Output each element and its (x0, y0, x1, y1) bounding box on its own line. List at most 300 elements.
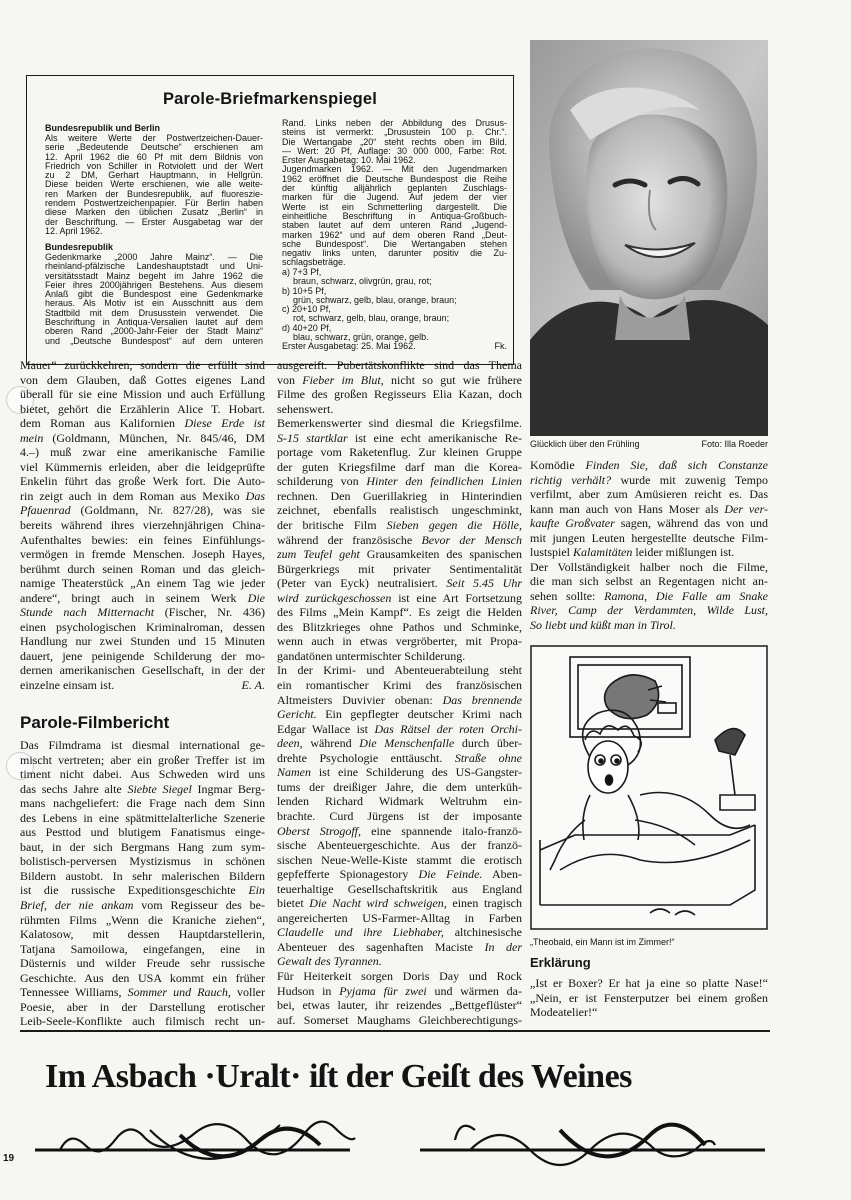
italic-title: Das Rätsel der roten Orchi- (374, 721, 522, 736)
text-line (20, 358, 265, 373)
text-line (277, 809, 522, 824)
text-line (530, 502, 768, 517)
italic-title: Ein (248, 883, 265, 898)
italic-title: River, Camp der Verdammten, Wilde Lust, (530, 603, 768, 618)
joke-heading: Erklärung (530, 955, 591, 970)
italic-title: wird zurückgeschossen (277, 590, 392, 605)
text-segment: Für Heiterkeit sorgen Doris Day und Rock (277, 968, 522, 983)
text-segment: ist die russische Expeditionsgeschichte (20, 883, 249, 898)
text-segment: zu 2 DM, Gerhart Hauptmann, in Hellgrün. (45, 170, 263, 181)
text-segment: Mauer“ zurückkehren, sondern die erfüllt sind (20, 358, 265, 372)
text-segment: lustspiel (530, 545, 574, 560)
italic-title: Die Feinde. (418, 867, 483, 882)
text-segment: der britische Film (277, 518, 387, 533)
text-line (277, 562, 522, 577)
text-line (530, 1005, 768, 1020)
italic-title: Pfauenrad (20, 503, 71, 518)
text-line (277, 911, 522, 926)
stamp-column-title: Parole-Briefmarkenspiegel (162, 90, 378, 108)
text-segment: Jugendmarken 1962. — Mit den Jugendmarken (282, 164, 507, 175)
text-line (20, 591, 265, 606)
italic-title: Kalamitäten (573, 545, 633, 560)
italic-title: Oberst Strogoff, (277, 823, 362, 838)
text-line (277, 431, 522, 446)
text-segment: Edgar Wallace ist (277, 721, 375, 736)
text-segment: Tatjana Samoilowa, eingefangen, eine in (20, 941, 265, 956)
text-line (20, 576, 265, 591)
text-segment: mit jungen Leuten hergestellte deutsche Film- (530, 530, 768, 545)
text-segment: kann man auch von Hans Moser als (530, 501, 725, 516)
text-line (277, 373, 522, 388)
stamp-value-item: a) 7+3 Pf, braun, schwarz, olivgrün, grau, rot; (282, 267, 432, 287)
text-line (530, 618, 768, 633)
text-line (277, 474, 522, 489)
text-line (20, 825, 265, 840)
text-line (20, 387, 265, 402)
text-line (20, 649, 265, 664)
text-line (20, 913, 265, 928)
italic-title: Namen (277, 765, 311, 780)
stamp-value-list (282, 268, 507, 352)
text-line (277, 722, 522, 737)
italic-title: Stunde nach Mitternacht (20, 605, 155, 620)
text-line (530, 589, 768, 604)
text-segment: von dem Glauben, daß Gottes eigenes Land (20, 372, 265, 387)
text-line (20, 373, 265, 388)
text-segment: einheitliche Beschriftung in Antiqua-Großbuch- (282, 210, 507, 221)
text-segment: dauert, jene peinigende Schilderung der mo- (20, 648, 265, 663)
text-line (20, 956, 265, 971)
photo-credit: Foto: Illa Roeder (701, 439, 768, 449)
text-line (277, 576, 522, 591)
text-segment: schilderung von (277, 474, 367, 489)
text-segment: versitätsstadt Mainz begeht im Jahre 1962 die (45, 270, 263, 281)
text-segment: Erster Ausgabetag: 10. Mai 1962. (282, 155, 416, 166)
text-line (277, 882, 522, 897)
text-line (277, 460, 522, 475)
italic-title: S-15 startklar (277, 430, 348, 445)
text-line (20, 854, 265, 869)
text-segment: Ingmar Berg- (191, 781, 266, 796)
italic-title: Straße ohne (454, 750, 523, 765)
text-line (277, 518, 522, 533)
text-line (277, 358, 522, 373)
text-segment: sehenswert. (277, 401, 334, 416)
text-segment: 12. April 1962. (45, 225, 103, 236)
text-segment: sehen sollte: (530, 588, 605, 603)
text-segment: Handlung nur zwei Stunden und 15 Minuten (20, 634, 265, 649)
text-line (277, 780, 522, 795)
text-segment: der guten Kriegsfilme darf man die Korea- (277, 459, 522, 474)
text-segment: nicht so gut wie frühere (383, 372, 523, 387)
text-line (20, 431, 265, 446)
text-segment: (Goldmann, Nr. 827/28), was sie (70, 503, 265, 518)
text-segment: Der Vollständigkeit halber noch die Filme, (530, 559, 768, 574)
text-segment: lenden Richard Widmark Weltruhm ein- (277, 794, 522, 809)
text-line (20, 634, 265, 649)
text-line (277, 969, 522, 984)
italic-title: Sieben gegen die Hölle, (386, 518, 522, 533)
text-segment: Leib-Seele-Konflikte auch filmisch recht un- (20, 1014, 265, 1029)
italic-title: Bevor der Mensch (421, 532, 523, 547)
text-segment: der künftig alljährlich geplanten Zuschlags- (282, 183, 507, 194)
text-segment: ist eine Schilderung des US-Gangster- (311, 765, 522, 780)
text-line (20, 1000, 265, 1015)
text-segment: Enkelin führt das große Werk fort. Die Auto- (20, 474, 265, 489)
flourish-ornament (0, 1100, 800, 1180)
text-line (530, 531, 768, 546)
text-line (277, 605, 522, 620)
page-number: 19 (3, 1153, 15, 1164)
stamp-section-heading: Bundesrepublik (45, 242, 114, 252)
text-segment: des Lebens in eine spätmittelalterliche Szenerie (20, 810, 265, 825)
text-segment: und wärmen da- (426, 983, 522, 998)
text-segment: die man sich selbst an Regentagen nicht an- (530, 574, 768, 589)
text-segment: serie „Bedeutende Deutsche“ erschienen am (45, 142, 263, 153)
text-line (20, 898, 265, 913)
text-segment: diese Marken den üblichen Zusatz „Berlin“ in (45, 207, 263, 218)
text-line (530, 458, 768, 473)
text-line (277, 533, 522, 548)
text-segment: aus Pesttod und blutigem Fanatismus einge- (20, 825, 265, 840)
text-line (530, 991, 768, 1006)
text-line (277, 824, 522, 839)
text-line (277, 547, 522, 562)
text-line (277, 591, 522, 606)
cartoon-caption: „Theobald, ein Mann ist im Zimmer!“ (530, 937, 675, 947)
text-line (530, 603, 768, 618)
text-segment: Düsternis und wilder Freude sehr russische (20, 956, 265, 971)
text-line (530, 473, 768, 488)
joke-text (530, 976, 768, 1020)
text-segment: portage vom Raketenflug. Zur kleinen Gruppe (277, 445, 522, 460)
italic-title: Finden Sie, daß sich Constanze (585, 458, 768, 472)
text-line (530, 560, 768, 575)
text-segment: rin zeigt auch in dem Roman aus Mexiko (20, 488, 246, 503)
italic-title: mein (20, 430, 44, 445)
text-line (20, 547, 265, 562)
text-segment: drehte Psychologie enttäuscht. (277, 750, 455, 765)
text-line (20, 753, 265, 768)
text-segment: viel Kümmernis erleiden, aber die leidgeprüfte (20, 459, 265, 474)
text-line (277, 925, 522, 940)
text-segment: namige Theaterstück „An einem Tag wie jeder (20, 576, 265, 591)
text-segment: ist eine Art Fortsetzung (391, 590, 522, 605)
text-segment: wenn auch in etwas vergröberter, mit Propa- (277, 634, 522, 649)
text-segment: mischt vertreten; aber ein großer Treffer ist im (20, 752, 265, 767)
text-segment: Altmeisters Duvivier obenan: (277, 692, 443, 707)
text-line (20, 562, 265, 577)
italic-title: zum Teufel geht (277, 547, 360, 562)
text-segment: Aufenthaltes bewies: ein feines Einfühlungs- (20, 532, 265, 547)
text-line (277, 503, 522, 518)
text-segment: steins ist vermerkt: „Drusustein 100 p. Chr.“. (282, 127, 507, 138)
author-signature: Fk. (494, 341, 507, 352)
italic-title: In der (484, 939, 522, 954)
text-segment: Bürgerkriegs mit privater Sentimentalität (277, 561, 522, 576)
text-segment: Feier ihres 2000jährigen Bestehens. Aus diesem (45, 279, 263, 290)
text-line (277, 387, 522, 402)
italic-title: Gewalt des Tyrannen. (277, 954, 382, 969)
text-segment: (Fischer, Nr. 436) (154, 605, 265, 620)
text-segment: bei, etwas lauter, ihr reizendes „Bettgeflüster“ (277, 998, 522, 1013)
text-segment: und „Deutsche Bundespost“ auf dem unteren (45, 335, 263, 346)
italic-title: Sommer und Rauch, (127, 985, 231, 1000)
text-segment: berühmt durch seinen Roman und das gleich- (20, 561, 265, 576)
text-segment: einen tragisch (446, 896, 522, 911)
text-segment: heraus. Als Motiv ist ein Ausschnitt aus dem (45, 298, 263, 309)
text-segment: voller (230, 985, 265, 1000)
italic-title: So liebt und küßt man in Tirol. (530, 618, 676, 633)
text-line (277, 663, 522, 678)
text-line (20, 869, 265, 884)
text-line (20, 767, 265, 782)
text-line (20, 663, 265, 678)
italic-title: Das (245, 488, 265, 503)
text-line (277, 794, 522, 809)
text-line (277, 867, 522, 882)
text-segment: Geschichte. Aus den USA kommt ein früher (20, 970, 265, 985)
section-divider (20, 1030, 770, 1032)
italic-title: Siebte Siegel (127, 781, 192, 796)
text-segment: — Wert: 20 Pf, Auflage: 30 000 000, Farbe: Rot. (282, 145, 507, 156)
text-segment: marken für die Jugend. Auf jedem der vier (282, 192, 507, 203)
text-segment: Modeatelier!“ (530, 1005, 598, 1020)
text-segment: eine spannende italo-franzö- (361, 823, 522, 838)
italic-title: deen, (277, 736, 303, 751)
text-segment: Bemerkenswerter sind diesmal die Kriegsfilme. (277, 416, 522, 431)
text-segment: bietet (277, 896, 310, 911)
text-segment: Kalatosow, mit dessen Hauptdarstellerin, (20, 927, 265, 942)
text-line (20, 796, 265, 811)
italic-title: Ramona, Die Falle am Snake (604, 588, 769, 603)
text-segment: rühmten Films „Wenn die Kraniche ziehen“, (20, 912, 265, 927)
text-segment: „Nein, er ist Fensterputzer bei einem großen (530, 990, 768, 1005)
text-line (530, 574, 768, 589)
cartoon-illustration (530, 645, 768, 930)
text-segment: während (302, 736, 360, 751)
text-segment: leider mißlungen ist. (632, 545, 735, 560)
text-segment: brachte. Curd Jürgens ist der imposante (277, 808, 522, 823)
text-segment: vermögen in fremde Menschen. Joseph Hayes, (20, 547, 265, 562)
text-line (20, 840, 265, 855)
text-segment: Rand. Links neben der Abbildung des Drusus- (282, 118, 507, 128)
text-segment: Tennessee Williams, (20, 985, 128, 1000)
stamp-section-text (282, 119, 507, 268)
text-line (20, 620, 265, 635)
text-segment: timent nicht dabei. Aus Schweden wird uns (20, 767, 265, 782)
text-line (277, 736, 522, 751)
text-segment: rheinland-pfälzische Landeshauptstadt und Uni- (45, 261, 263, 272)
text-line (277, 838, 522, 853)
text-line (20, 985, 265, 1000)
text-segment: bolistisch-perversen Mystizismus in schönen (20, 854, 265, 869)
text-segment: bereits während ihres vierzehnjährigen China- (20, 518, 265, 533)
stamp-value-item: d) 40+20 Pf, blau, schwarz, grün, orange, gelb. (282, 322, 429, 343)
text-segment: baut, in der sich Bergmans Hang zum sym- (20, 839, 265, 854)
text-segment: (Goldmann, München, Nr. 845/46, DM (43, 430, 265, 445)
text-segment: Ein gepflegter deutscher Krimi nach (316, 707, 522, 722)
text-segment: Abenteuer des sagenhaften Maciste (277, 939, 485, 954)
text-segment: 12. April 1962 die 60 Pf mit dem Bildnis von (45, 151, 263, 162)
film-report-text (530, 458, 768, 633)
text-segment: Als weitere Werte der Postwertzeichen-Dauer- (45, 133, 263, 143)
text-line (20, 503, 265, 518)
text-segment: Diese beiden Werte erschienen, wie alle weite- (45, 179, 263, 190)
text-line (277, 853, 522, 868)
text-line (20, 402, 265, 417)
text-line (20, 883, 265, 898)
stamp-value-item: c) 20+10 Pf, rot, schwarz, gelb, blau, orange, braun; (282, 304, 450, 324)
italic-title: Pyjama für zwei (339, 983, 427, 998)
text-line (530, 976, 768, 991)
text-segment: rechnen. Den Guerillakrieg in Hinterindien (277, 488, 522, 503)
film-report-text (277, 358, 522, 1027)
stamp-closing-line: Erster Ausgabetag: 25. Mai 1962. Fk. (282, 341, 507, 352)
text-line (277, 751, 522, 766)
text-line (20, 460, 265, 475)
text-segment: „Ist er Boxer? Er hat ja eine so platte Nase!“ (530, 976, 768, 990)
author-signature: E. A. (241, 678, 265, 692)
text-line (530, 516, 768, 531)
text-segment: Bildern austobt. In sehr malerischen Bildern (20, 868, 265, 883)
stamp-value-item: b) 10+5 Pf, grün, schwarz, gelb, blau, orange, braun; (282, 285, 457, 305)
text-segment: dernen amerikanischen Gesellschaft, in der der (20, 663, 265, 678)
advertisement-slogan: Im Asbach ·Uralt· iſt der Geiſt des Weines (45, 1058, 632, 1095)
text-segment: staben lautet auf dem unteren Rand „Jugend- (282, 220, 507, 231)
text-segment: andere“, bringt auch in seinem Werk (20, 590, 248, 605)
text-line (277, 649, 522, 664)
text-line (20, 445, 265, 460)
text-segment: mans nachgeliefert: die Frage nach dem Sinn (20, 796, 265, 811)
text-line (20, 605, 265, 620)
text-line (20, 811, 265, 826)
text-line (277, 402, 522, 417)
text-line (20, 533, 265, 548)
stamp-section-text (45, 253, 263, 346)
text-line (277, 678, 522, 693)
text-line (277, 707, 522, 722)
text-segment: während der französische (277, 532, 422, 547)
text-segment: angereicherten US-Farmer-Alltag in Farben (277, 910, 522, 925)
text-segment: ein romantischer Krimi des französischen (277, 678, 522, 693)
text-line (277, 634, 522, 649)
text-segment: marken 1962“ und auf dem oberen Rand „Deut- (282, 229, 507, 240)
stamp-section-text (45, 134, 263, 236)
text-segment: ren Marken der Bundesrepublik, auf fluoreszie- (45, 188, 263, 199)
text-segment: von (277, 372, 303, 387)
text-line (20, 782, 265, 797)
stamp-section-heading: Bundesrepublik und Berlin (45, 123, 161, 133)
text-line (277, 489, 522, 504)
text-segment: Die Wertangabe „20“ steht rechts oben im Bild. (282, 136, 507, 147)
italic-title: Die Menschenfalle (359, 736, 455, 751)
text-line (277, 693, 522, 708)
text-segment: durch über- (454, 736, 522, 751)
text-line (20, 738, 265, 753)
film-report-text (20, 738, 265, 1029)
text-segment: ausgereift. Pubertätskonflikte sind das Thema (277, 358, 522, 372)
text-line (277, 896, 522, 911)
text-line (530, 487, 768, 502)
text-segment: einen psychologischen Kriminalroman, dessen (20, 619, 265, 634)
text-segment: des Blitzkrieges ohne Pathos und Schminke, (277, 619, 522, 634)
text-line (277, 1013, 522, 1028)
text-segment: Beschriftung in Antiqua-Versalien lautet auf dem (45, 317, 263, 328)
text-line (277, 954, 522, 969)
book-review-last-line: einzelne einsam ist. E. A. (20, 678, 265, 692)
text-segment: der Beschriftung. — Erster Ausgabetag war der (45, 216, 263, 227)
text-segment: teuerhaltige Gesellschaftskritik aus England (277, 881, 522, 896)
italic-title: Brief, der nie ankam (20, 898, 134, 913)
italic-title: Das brennende (442, 692, 523, 707)
text-segment: negativ links unten, darunter positiv die Zu- (282, 248, 507, 259)
text-line (277, 984, 522, 999)
text-segment: Anlaß gibt die Bundespost eine Gedenkmarke (45, 289, 263, 300)
text-line (20, 416, 265, 431)
text-segment: 1962 eröffnet die Deutsche Bundespost die Reihe (282, 173, 507, 184)
text-segment: altchinesische (443, 925, 522, 940)
portrait-photo (530, 40, 768, 436)
text-line (277, 940, 522, 955)
italic-title: Gericht. (277, 707, 317, 722)
text-line (20, 474, 265, 489)
text-segment: Werte ist ein Schmetterling dargestellt. Die (282, 201, 507, 212)
text-segment: wurde mit zuwenig Tempo (611, 472, 768, 487)
text-segment: Stadtbild mit dem Drususstein verwendet. Die (45, 307, 263, 318)
text-segment: sische Abenteuergeschichte. Aus der franzö- (277, 838, 522, 853)
text-segment: sischen Neue-Welle-Kiste stammt die erotisch (277, 852, 522, 867)
italic-title: Der ver- (724, 501, 768, 516)
text-segment: In der Krimi- und Abenteuerabteilung steht (277, 663, 522, 678)
text-segment: 4.–) muß zwar eine amerikanische Familie (20, 445, 265, 460)
book-review-text (20, 358, 265, 678)
text-line (277, 416, 522, 431)
italic-title: Die (247, 590, 265, 605)
text-segment: das sechs Jahre alte (20, 781, 128, 796)
text-line (20, 1014, 265, 1029)
italic-title: Hinter den feindlichen Linien (366, 474, 522, 489)
text-line (45, 227, 263, 236)
text-segment: Das Filmdrama ist diesmal international ge- (20, 738, 265, 752)
text-segment: dem Roman aus Kalifornien (20, 416, 185, 431)
text-line (20, 489, 265, 504)
italic-title: Claudelle und ihre Liebhaber, (277, 925, 444, 940)
text-line (20, 927, 265, 942)
text-segment: Komödie (530, 458, 586, 472)
text-line (20, 942, 265, 957)
text-line (277, 620, 522, 635)
italic-title: Diese Erde ist (184, 416, 265, 431)
text-segment: Aben- (482, 867, 522, 882)
text-segment: oberen Rand „2000-Jahr-Feier der Stadt Mainz“ (45, 326, 263, 337)
text-line (277, 765, 522, 780)
italic-title: richtig verhält? (530, 472, 612, 487)
text-segment: Gedenkmarke „2000 Jahre Mainz“. — Die (45, 252, 263, 262)
text-line (20, 518, 265, 533)
italic-title: Die Nacht wird schweigen, (309, 896, 447, 911)
text-segment: überall für sie eine Mission und auch Erfüllung (20, 387, 265, 402)
film-report-heading: Parole-Filmbericht (20, 713, 170, 732)
text-segment: gepfefferte Spionagestory (277, 867, 419, 882)
text-segment: vom Regisseur des be- (133, 898, 265, 913)
text-segment: tums der dreißiger Jahre, die dem unterküh- (277, 779, 522, 794)
text-segment: bietet, gehört die Erzählerin Alice T. Hobart. (20, 401, 265, 416)
text-segment: Grausamkeiten des spanischen (359, 547, 523, 562)
text-line (277, 998, 522, 1013)
text-segment: rendem Postwertzeichenpapier. Für Berlin haben (45, 198, 263, 209)
text-line (277, 445, 522, 460)
